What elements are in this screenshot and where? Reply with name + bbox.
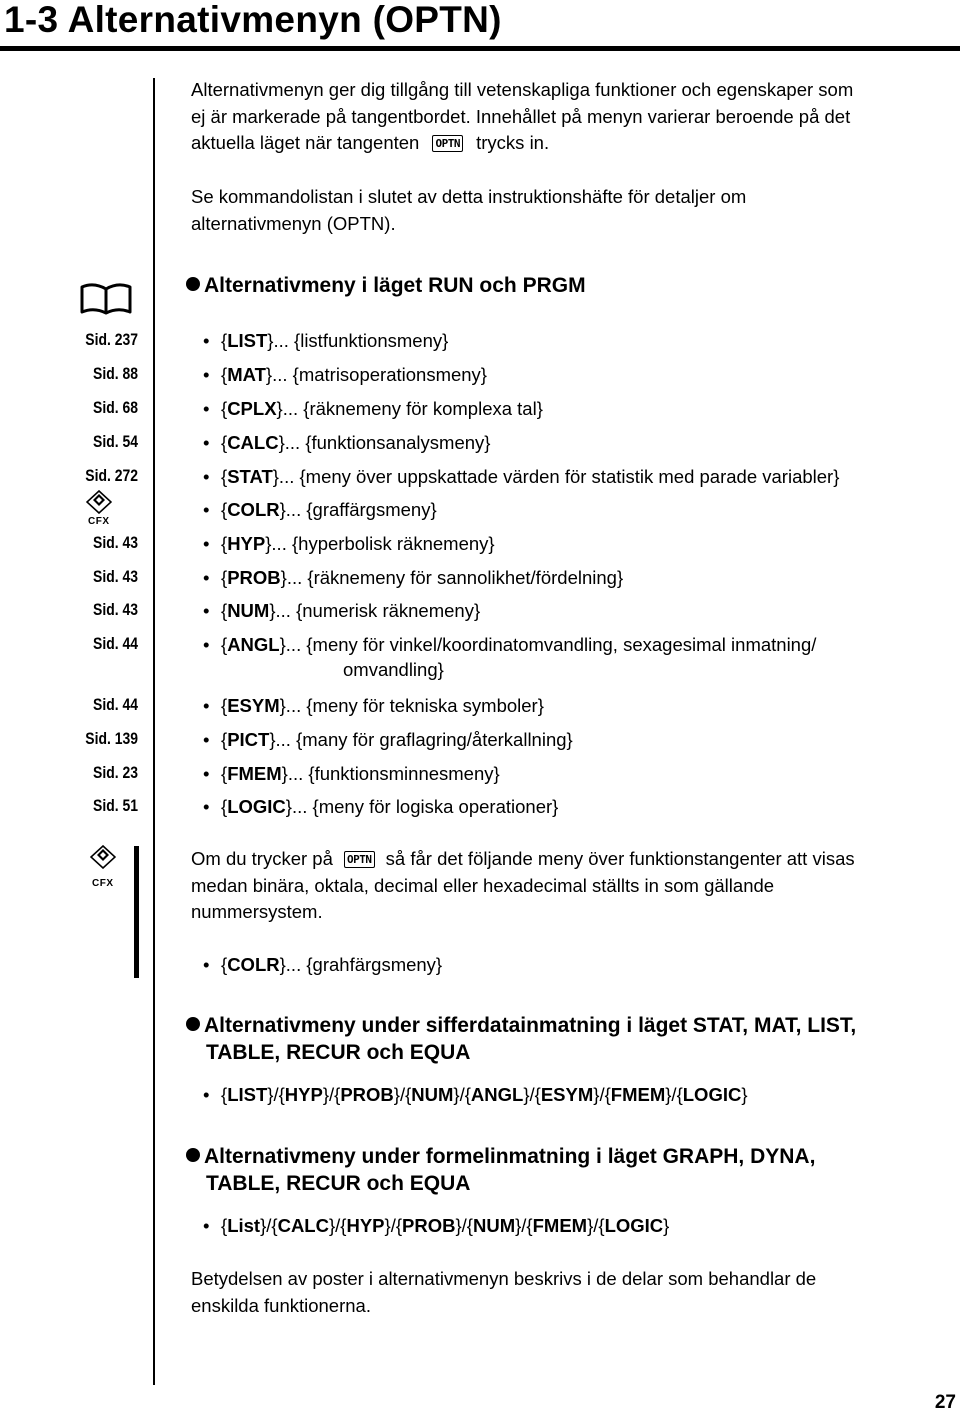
bullet-dot-icon: [186, 1148, 200, 1162]
page-ref: Sid. 139: [85, 729, 138, 748]
page-ref: Sid. 44: [93, 634, 138, 653]
page-title: 1-3 Alternativmenyn (OPTN): [4, 0, 502, 40]
page-number: 27: [934, 1392, 956, 1413]
section-formula-input-heading: Alternativmeny under formelinmatning i läget GRAPH, DYNA, TABLE, RECUR och EQUA: [186, 1143, 956, 1197]
page-ref: Sid. 272: [85, 466, 138, 485]
page-ref: Sid. 43: [93, 600, 138, 619]
page-ref: Sid. 51: [93, 796, 138, 815]
page-ref: Sid. 44: [93, 695, 138, 714]
page-ref: Sid. 23: [93, 763, 138, 782]
intro-reference-paragraph: Se kommandolistan i slutet av detta instruktionshäfte för detaljer om alternativmenyn (OPTN).: [191, 186, 747, 234]
intro-paragraph: Alternativmenyn ger dig tillgång till vetenskapliga funktioner och egenskaper som ej är markerade på tangentbordet. Innehållet på menyn varierar beroende på det aktuella läget när tangenten OPTN trycks in.: [191, 79, 854, 153]
bullet-dot-icon: [186, 277, 200, 291]
section-run-prgm-heading: Alternativmeny i läget RUN och PRGM: [186, 272, 956, 299]
page-ref: Sid. 43: [93, 567, 138, 586]
page-ref: Sid. 68: [93, 398, 138, 417]
title-rule: [0, 46, 960, 51]
page-ref: Sid. 237: [85, 330, 138, 349]
page-ref: Sid. 88: [93, 364, 138, 383]
page-ref: Sid. 54: [93, 432, 138, 451]
book-icon: [80, 283, 132, 315]
optn-key-icon: OPTN: [344, 851, 375, 868]
cfx-note-paragraph: Om du trycker på OPTN så får det följande meny över funktionstangenter att visas medan binära, oktala, decimal eller hexadecimal ställts in som gällande nummersystem.: [191, 848, 855, 922]
margin-rule: [153, 78, 155, 1385]
section-numeric-input-heading: Alternativmeny under sifferdatainmatning i läget STAT, MAT, LIST, TABLE, RECUR och EQUA: [186, 1012, 956, 1066]
optn-key-icon: OPTN: [432, 135, 463, 152]
page-ref: Sid. 43: [93, 533, 138, 552]
cfx-sidebar-rule: [134, 846, 139, 978]
cfx-diamond-icon: [86, 490, 112, 514]
cfx-diamond-icon: [90, 845, 116, 869]
bullet-dot-icon: [186, 1017, 200, 1031]
cfx-label: CFX: [92, 878, 114, 889]
closing-paragraph: Betydelsen av poster i alternativmenyn beskrivs i de delar som behandlar de enskilda funktionerna.: [191, 1268, 817, 1316]
cfx-label: CFX: [88, 516, 110, 527]
